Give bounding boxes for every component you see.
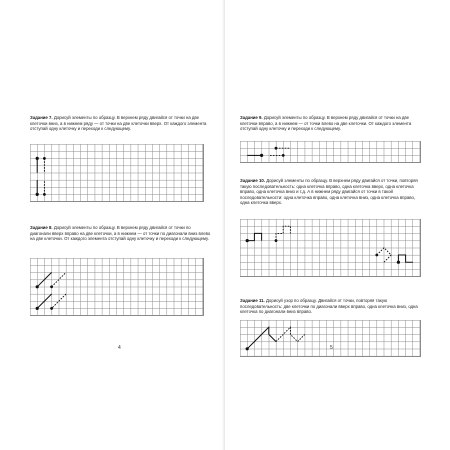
task-8-label: Задание 8. — [30, 225, 53, 230]
task-10-grid[interactable] — [240, 219, 421, 277]
task-10-sample-drawing — [240, 219, 421, 277]
task-11-sample-drawing — [240, 320, 421, 357]
task-11-instruction — [240, 298, 422, 315]
page-number-right: 5 — [330, 345, 333, 351]
right-page — [225, 0, 450, 450]
page-number-left: 4 — [118, 345, 121, 351]
task-9-label: Задание 9. — [240, 115, 263, 120]
task-7-text: Дорисуй элементы по образцу. В верхнем ряду двигайся от точки на две клеточки вниз, а в нижнем ряду — от точки на две клеточки вверх. От каждого элемента отступай одну клеточку и переходи к следующему. — [30, 115, 207, 132]
task-11-text: Дорисуй узор по образцу. Двигайся от точки, повторяя такую последовательность: две клеточки по диагонали вверх вправо, одна клеточка вниз, одна клеточка по диагонали вниз вправо. — [240, 298, 418, 315]
task-7-label: Задание 7. — [30, 115, 53, 120]
task-10-label: Задание 10. — [240, 178, 265, 183]
task-9-instruction — [240, 115, 422, 132]
task-9-text: Дорисуй элементы по образцу. В верхнем ряду двигайся от точки на две клеточки вправо, а в нижнем — от точки влево на две клеточки. От каждого элемента отступай одну клеточку и переходи к следующему. — [240, 115, 412, 132]
task-9-sample-drawing — [240, 141, 421, 163]
task-8-text: Дорисуй элементы по образцу. В верхнем ряду двигайся от точки по диагонали вверх вправо на две клеточки, а в нижнем — от точки по диагонали вниз влево на две клеточки. От каждого элемента отступай одну клеточку и переходи к следующему. — [30, 225, 211, 242]
task-11-label: Задание 11. — [240, 298, 265, 303]
task-10-text: Дорисуй элементы по образцу. В верхнем ряду двигайся от точки, повторяя такую последовательность: одна клеточка вправо, одна клеточка вверх, одна клеточка вправо, одна клеточка вниз и т.д. А в нижнем ряду двигайся от точки в такой последовательности: одна клеточка вправо, одна клеточка вниз, одна клеточка вправо, одна клеточка вверх. — [240, 178, 418, 206]
task-8-sample-drawing — [30, 258, 204, 316]
task-11-grid[interactable] — [240, 320, 421, 357]
task-10-instruction — [240, 178, 422, 206]
task-8-grid[interactable] — [30, 258, 204, 316]
task-7-sample-drawing — [30, 144, 204, 202]
task-7-grid[interactable] — [30, 144, 204, 202]
task-8-instruction — [30, 225, 212, 242]
task-7-instruction — [30, 115, 212, 132]
task-9-grid[interactable] — [240, 141, 421, 163]
